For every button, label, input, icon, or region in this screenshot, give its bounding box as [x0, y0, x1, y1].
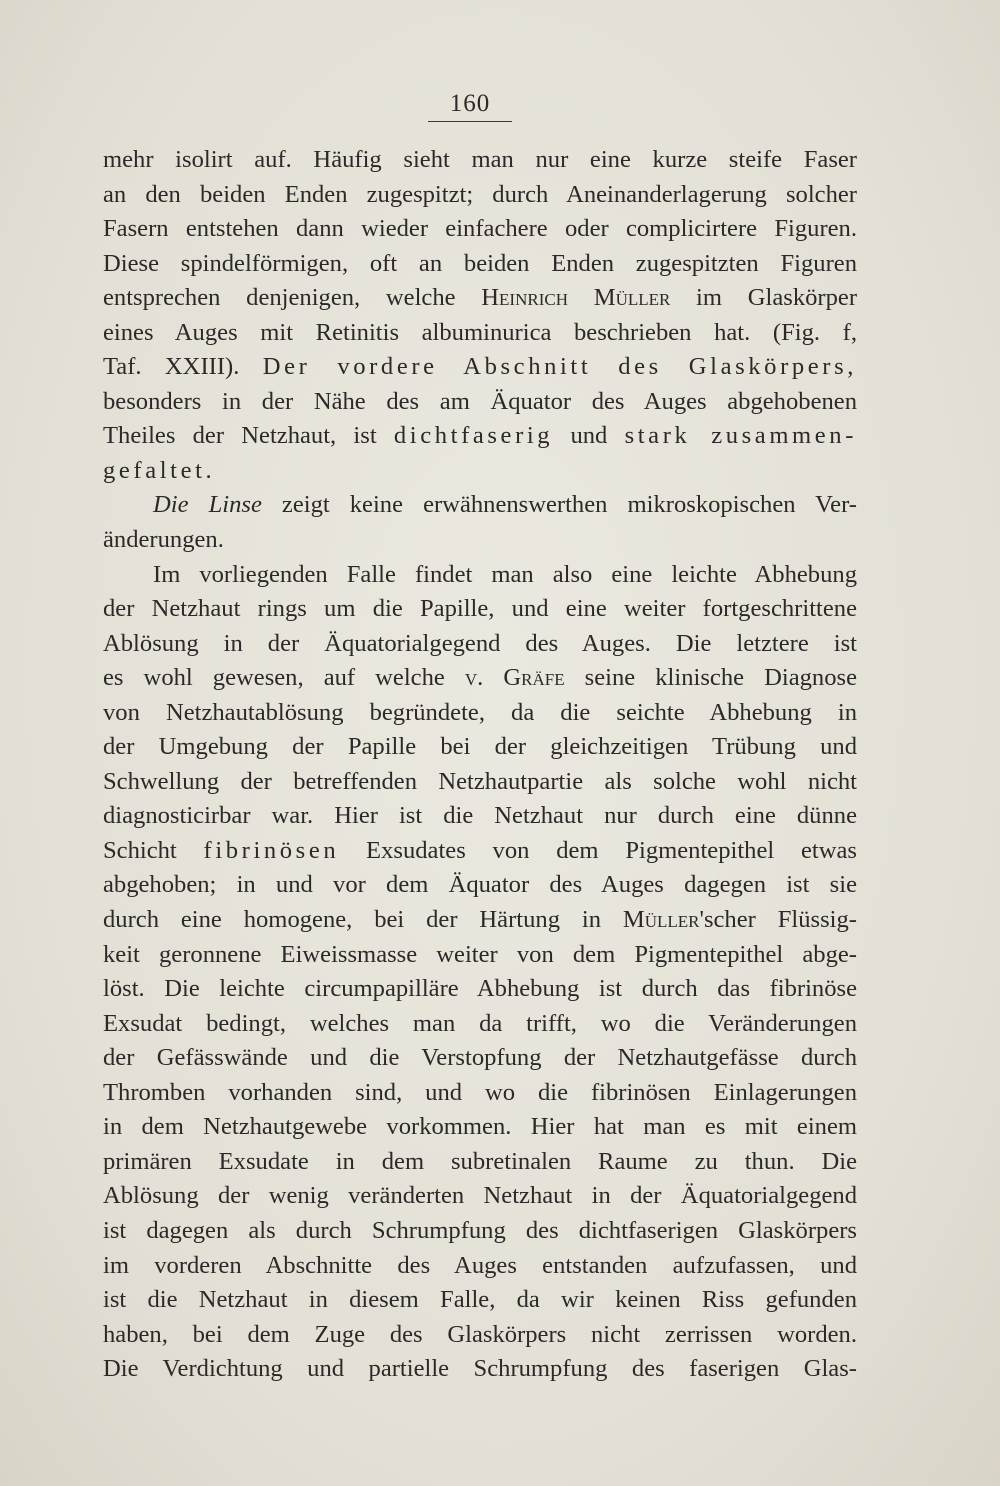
text-run: an den beiden Enden zugespitzt; durch Aneinanderlagerung solcher	[103, 180, 857, 208]
text-run: Schwellung der betreffenden Netzhautpartie als solche wohl nicht	[103, 767, 857, 795]
text-line	[103, 178, 857, 213]
text-line	[103, 281, 857, 316]
text-line	[103, 696, 857, 731]
text-line	[103, 592, 857, 627]
text-line	[103, 1145, 857, 1180]
text-run: mehr isolirt auf. Häufig sieht man nur eine kurze steife Faser	[103, 146, 857, 173]
text-run: Schicht	[103, 836, 204, 864]
text-line	[103, 454, 857, 489]
text-run: Die Verdichtung und partielle Schrumpfung des faserigen Glas-	[103, 1355, 857, 1383]
text-run: Thromben vorhanden sind, und wo die fibrinösen Einlagerungen	[103, 1078, 857, 1106]
body-text	[103, 143, 857, 1387]
text-run: eines Auges mit Retinitis albuminurica beschrieben hat. (Fig. f,	[103, 318, 857, 346]
text-run: zeigt keine erwähnenswerthen mikroskopischen Ver-	[261, 491, 857, 519]
text-run: seine klinische Diagnose	[564, 664, 858, 692]
text-line	[103, 1249, 857, 1284]
text-line	[103, 1179, 857, 1214]
text-line	[103, 1041, 857, 1076]
text-run: in dem Netzhautgewebe vorkommen. Hier hat man es mit einem	[103, 1113, 857, 1141]
text-line	[103, 523, 857, 558]
text-line	[103, 868, 857, 903]
text-run: haben, bei dem Zuge des Glaskörpers nicht zerrissen worden.	[103, 1320, 857, 1348]
text-line	[103, 385, 857, 420]
text-run: Fasern entstehen dann wieder einfachere oder complicirtere Figuren.	[103, 215, 857, 243]
text-line	[103, 903, 857, 938]
author-name: v. Gräfe	[464, 664, 565, 692]
text-line	[103, 1110, 857, 1145]
italic-text: Die Linse	[153, 491, 262, 519]
author-name: Heinrich Müller	[481, 284, 671, 312]
emphasis-text: gefaltet.	[103, 456, 216, 484]
emphasis-text: stark zusammen-	[624, 422, 857, 450]
emphasis-text: Der vordere Abschnitt des Glaskörpers,	[262, 353, 857, 381]
text-line	[103, 419, 857, 454]
text-line	[103, 247, 857, 282]
text-run: löst. Die leichte circumpapilläre Abhebung ist durch das fibrinöse	[103, 975, 857, 1003]
text-run: primären Exsudate in dem subretinalen Raume zu thun. Die	[103, 1147, 857, 1175]
text-line	[103, 488, 857, 523]
text-run: der Umgebung der Papille bei der gleichzeitigen Trübung und	[103, 733, 857, 761]
author-name: Müller	[622, 906, 700, 934]
text-run: besonders in der Nähe des am Äquator des Auges abgehobenen	[103, 387, 857, 415]
text-line	[103, 350, 857, 385]
text-line	[103, 1076, 857, 1111]
text-run: Theiles der Netzhaut, ist	[103, 422, 394, 450]
text-line	[103, 730, 857, 765]
text-run: Exsudat bedingt, welches man da trifft, wo die Veränderungen	[103, 1009, 857, 1037]
text-run: der Gefässwände und die Verstopfung der Netzhautgefässe durch	[103, 1044, 857, 1072]
text-run: ist dagegen als durch Schrumpfung des dichtfaserigen Glaskörpers	[103, 1216, 857, 1244]
text-line	[103, 972, 857, 1007]
text-run: und	[553, 422, 625, 450]
text-run: ist die Netzhaut in diesem Falle, da wir keinen Riss gefunden	[103, 1286, 857, 1314]
text-line	[103, 1352, 857, 1387]
text-run: der Netzhaut rings um die Papille, und eine weiter fortgeschrittene	[103, 595, 857, 623]
text-run: Diese spindelförmigen, oft an beiden Enden zugespitzten Figuren	[103, 249, 857, 277]
text-run: abgehoben; in und vor dem Äquator des Auges dagegen ist sie	[103, 871, 857, 899]
text-run: diagnosticirbar war. Hier ist die Netzhaut nur durch eine dünne	[103, 802, 857, 830]
text-run: Taf. XXIII).	[103, 353, 263, 381]
text-line	[103, 1214, 857, 1249]
page-number: 160	[428, 90, 512, 122]
text-run: 'scher Flüssig-	[699, 906, 857, 934]
text-run: es wohl gewesen, auf welche	[103, 664, 465, 692]
text-line	[103, 799, 857, 834]
text-line	[103, 1007, 857, 1042]
text-run: im Glaskörper	[670, 284, 858, 312]
text-line	[103, 1318, 857, 1353]
text-run: von Netzhautablösung begründete, da die seichte Abhebung in	[103, 698, 857, 726]
text-run: im vorderen Abschnitte des Auges entstanden aufzufassen, und	[103, 1251, 857, 1279]
emphasis-text: fibrinösen	[203, 836, 340, 864]
text-line	[103, 765, 857, 800]
text-run: änderungen.	[103, 526, 224, 554]
text-line	[103, 661, 857, 696]
text-line	[103, 627, 857, 662]
text-run: entsprechen denjenigen, welche	[103, 284, 482, 312]
text-run: keit geronnene Eiweissmasse weiter von dem Pigmentepithel abge-	[103, 940, 857, 968]
text-line	[103, 212, 857, 247]
text-line	[103, 143, 857, 178]
text-run: Ablösung der wenig veränderten Netzhaut in der Äquatorialgegend	[103, 1182, 857, 1210]
text-run: Im vorliegenden Falle findet man also eine leichte Abhebung	[153, 560, 857, 588]
text-line	[103, 938, 857, 973]
text-line	[103, 316, 857, 351]
emphasis-text: dichtfaserig	[393, 422, 554, 450]
text-line	[103, 558, 857, 593]
text-run: Exsudates von dem Pigmentepithel etwas	[339, 836, 857, 864]
text-line	[103, 1283, 857, 1318]
text-run: Ablösung in der Äquatorialgegend des Auges. Die letztere ist	[103, 629, 857, 657]
text-line	[103, 834, 857, 869]
text-run: durch eine homogene, bei der Härtung in	[103, 906, 623, 934]
